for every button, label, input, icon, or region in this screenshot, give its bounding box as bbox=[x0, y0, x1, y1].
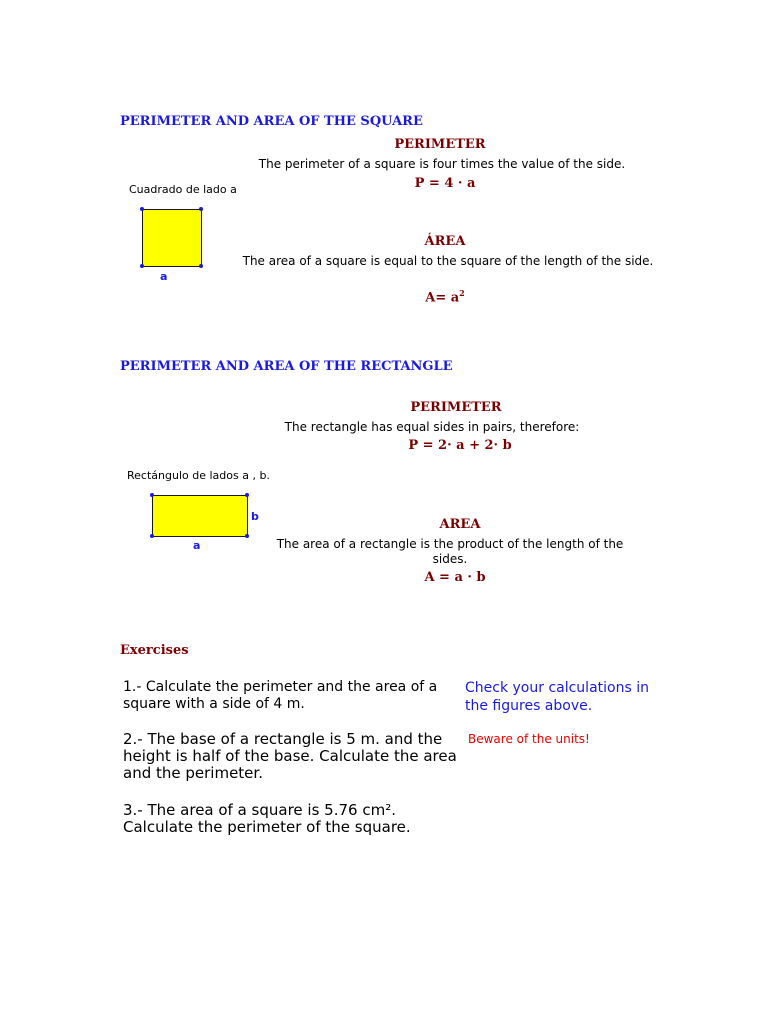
exercises-heading: Exercises bbox=[120, 643, 189, 658]
exercise-text: 1.- Calculate the perimeter and the area of a square with a side of 4 m. bbox=[123, 679, 438, 712]
rectangle-vertex bbox=[150, 493, 154, 497]
square-section-title: PERIMETER AND AREA OF THE SQUARE bbox=[120, 114, 423, 129]
rectangle-perimeter-heading: PERIMETER bbox=[410, 400, 502, 415]
square-vertex bbox=[140, 207, 144, 211]
square-perimeter-heading: PERIMETER bbox=[394, 137, 486, 152]
square-area-formula bbox=[370, 288, 520, 305]
square-area-formula-base: A= a bbox=[425, 290, 460, 306]
exercise-item-3: 3.- The area of a square is 5.76 cm². Calculate the perimeter of the square. bbox=[123, 801, 411, 836]
square-vertex bbox=[140, 264, 144, 268]
rectangle-side-b-label: b bbox=[251, 510, 259, 523]
square-figure-caption: Cuadrado de lado a bbox=[129, 183, 237, 196]
exercise-item-1 bbox=[123, 679, 453, 713]
rectangle-perimeter-text: The rectangle has equal sides in pairs, therefore: bbox=[284, 420, 580, 434]
rectangle-area-formula: A = a · b bbox=[424, 570, 486, 585]
rectangle-figure-caption: Rectángulo de lados a , b. bbox=[127, 469, 270, 482]
square-perimeter-formula: P = 4 · a bbox=[414, 176, 476, 191]
square-perimeter-text: The perimeter of a square is four times the value of the side. bbox=[258, 157, 626, 171]
rectangle-side-a-label: a bbox=[193, 539, 201, 552]
rectangle-vertex bbox=[245, 534, 249, 538]
square-figure bbox=[141, 208, 203, 268]
rectangle-vertex bbox=[150, 534, 154, 538]
square-area-formula-exponent: 2 bbox=[459, 288, 465, 298]
square-vertex bbox=[199, 207, 203, 211]
square-area-text: The area of a square is equal to the square of the length of the side. bbox=[242, 254, 654, 268]
check-calculations-note: Check your calculations in the figures above. bbox=[465, 680, 649, 714]
square-vertex bbox=[199, 264, 203, 268]
square-area-heading: ÁREA bbox=[424, 234, 466, 249]
rectangle-figure bbox=[151, 494, 249, 538]
units-warning: Beware of the units! bbox=[468, 732, 590, 746]
rectangle-vertex bbox=[245, 493, 249, 497]
rectangle-area-text: The area of a rectangle is the product of the length of the sides. bbox=[276, 537, 624, 566]
square-shape bbox=[142, 209, 202, 267]
rectangle-shape bbox=[152, 495, 248, 537]
rectangle-section-title: PERIMETER AND AREA OF THE RECTANGLE bbox=[120, 359, 453, 374]
rectangle-area-heading: AREA bbox=[439, 517, 481, 532]
square-side-label: a bbox=[160, 270, 168, 283]
rectangle-perimeter-formula: P = 2· a + 2· b bbox=[408, 438, 512, 453]
exercise-item-2: 2.- The base of a rectangle is 5 m. and the height is half of the base. Calculate the area and the perimeter. bbox=[123, 730, 457, 782]
